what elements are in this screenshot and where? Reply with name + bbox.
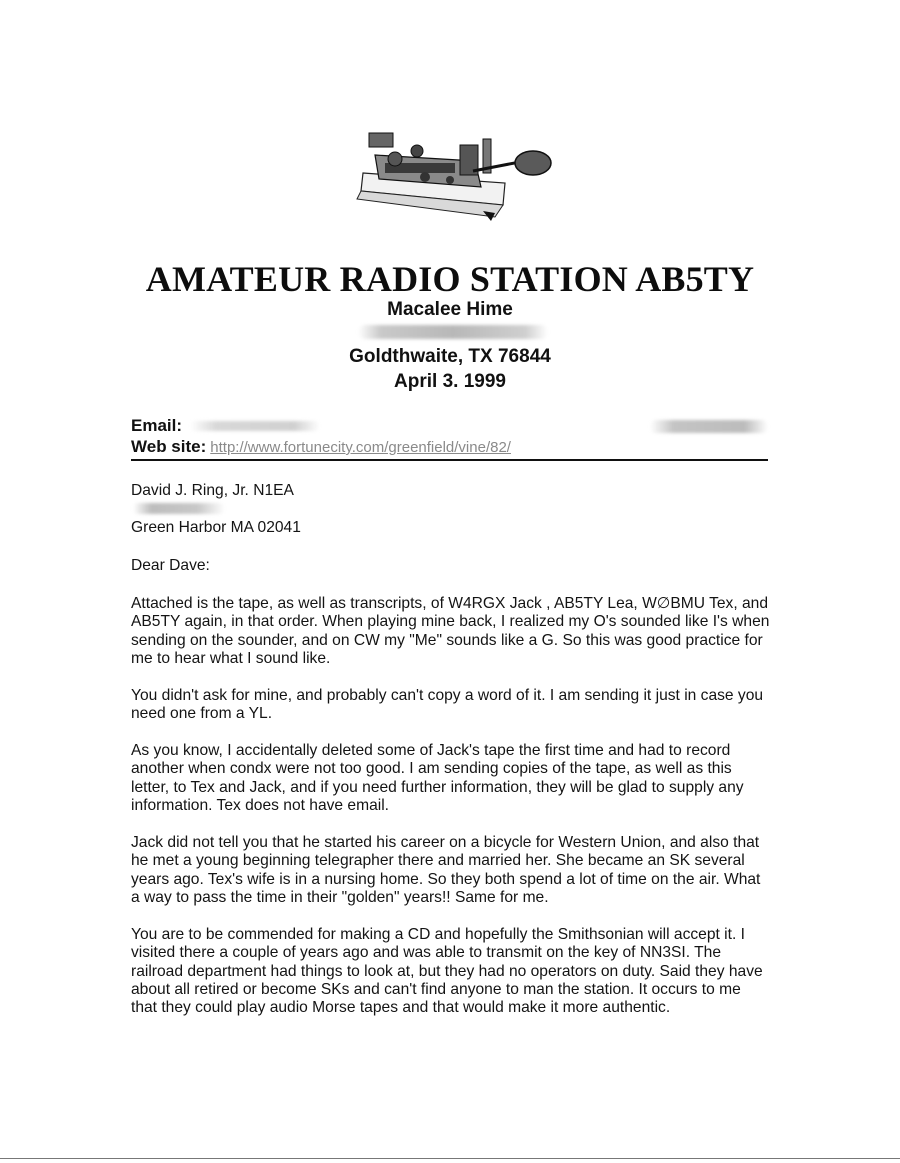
page-bottom-edge xyxy=(0,1158,900,1159)
email-label: Email: xyxy=(131,416,183,435)
paragraph-smithsonian: You are to be commended for making a CD and hopefully the Smithsonian will accept it. I visited there a couple of years ago and was able to transmit on the key of NN3SI. The railroad department had things to look at, but they had no operators on duty. Said they have about all retired or become SKs and can't find anyone to man the station. It occurs to me that they could play audio Morse tapes and that would make it more authentic. xyxy=(131,926,763,1017)
redacted-phone xyxy=(650,420,768,433)
website-label: Web site: xyxy=(131,437,207,456)
paragraph-my-copy: You didn't ask for mine, and probably can't copy a word of it. I am sending it just in case you need one from a YL. xyxy=(131,687,764,723)
redacted-email xyxy=(190,421,320,431)
owner-name: Macalee Hime xyxy=(387,299,513,320)
email-row xyxy=(131,416,182,436)
website-link[interactable]: http://www.fortunecity.com/greenfield/vine/82/ xyxy=(210,439,511,456)
telegraph-key-illustration xyxy=(355,125,555,230)
redacted-street-address xyxy=(358,325,548,339)
recipient-city: Green Harbor MA 02041 xyxy=(131,519,301,536)
paragraph-deleted-tape: As you know, I accidentally deleted some of Jack's tape the first time and had to record another when condx were not too good. I am sending copies of the tape, as well as this letter, to Tex and Jack, and if you need further information, they will be glad to supply any information. Tex does not have email. xyxy=(131,742,744,814)
letter-date: April 3. 1999 xyxy=(394,371,506,392)
salutation: Dear Dave: xyxy=(131,557,210,574)
header-divider xyxy=(131,459,768,461)
redacted-recipient-street xyxy=(133,503,225,514)
recipient-name: David J. Ring, Jr. N1EA xyxy=(131,482,294,499)
owner-city: Goldthwaite, TX 76844 xyxy=(349,346,551,367)
station-title: AMATEUR RADIO STATION AB5TY xyxy=(145,259,755,299)
paragraph-tape-transcripts: Attached is the tape, as well as transcripts, of W4RGX Jack , AB5TY Lea, W∅BMU Tex, and AB5TY again, in that order. When playing mine back, I realized my O's sounded like I's when sending on the sounder, and on CW my "Me" sounds like a G. So this was good practice for me to hear what I sound like. xyxy=(131,595,770,667)
website-row xyxy=(131,437,511,457)
paragraph-western-union: Jack did not tell you that he started his career on a bicycle for Western Union, and also that he met a young beginning telegrapher there and married her. She became an SK several years ago. Tex's wife is in a nursing home. So they both spend a lot of time on the air. What a way to pass the time in their "golden" years!! Same for me. xyxy=(131,834,761,906)
